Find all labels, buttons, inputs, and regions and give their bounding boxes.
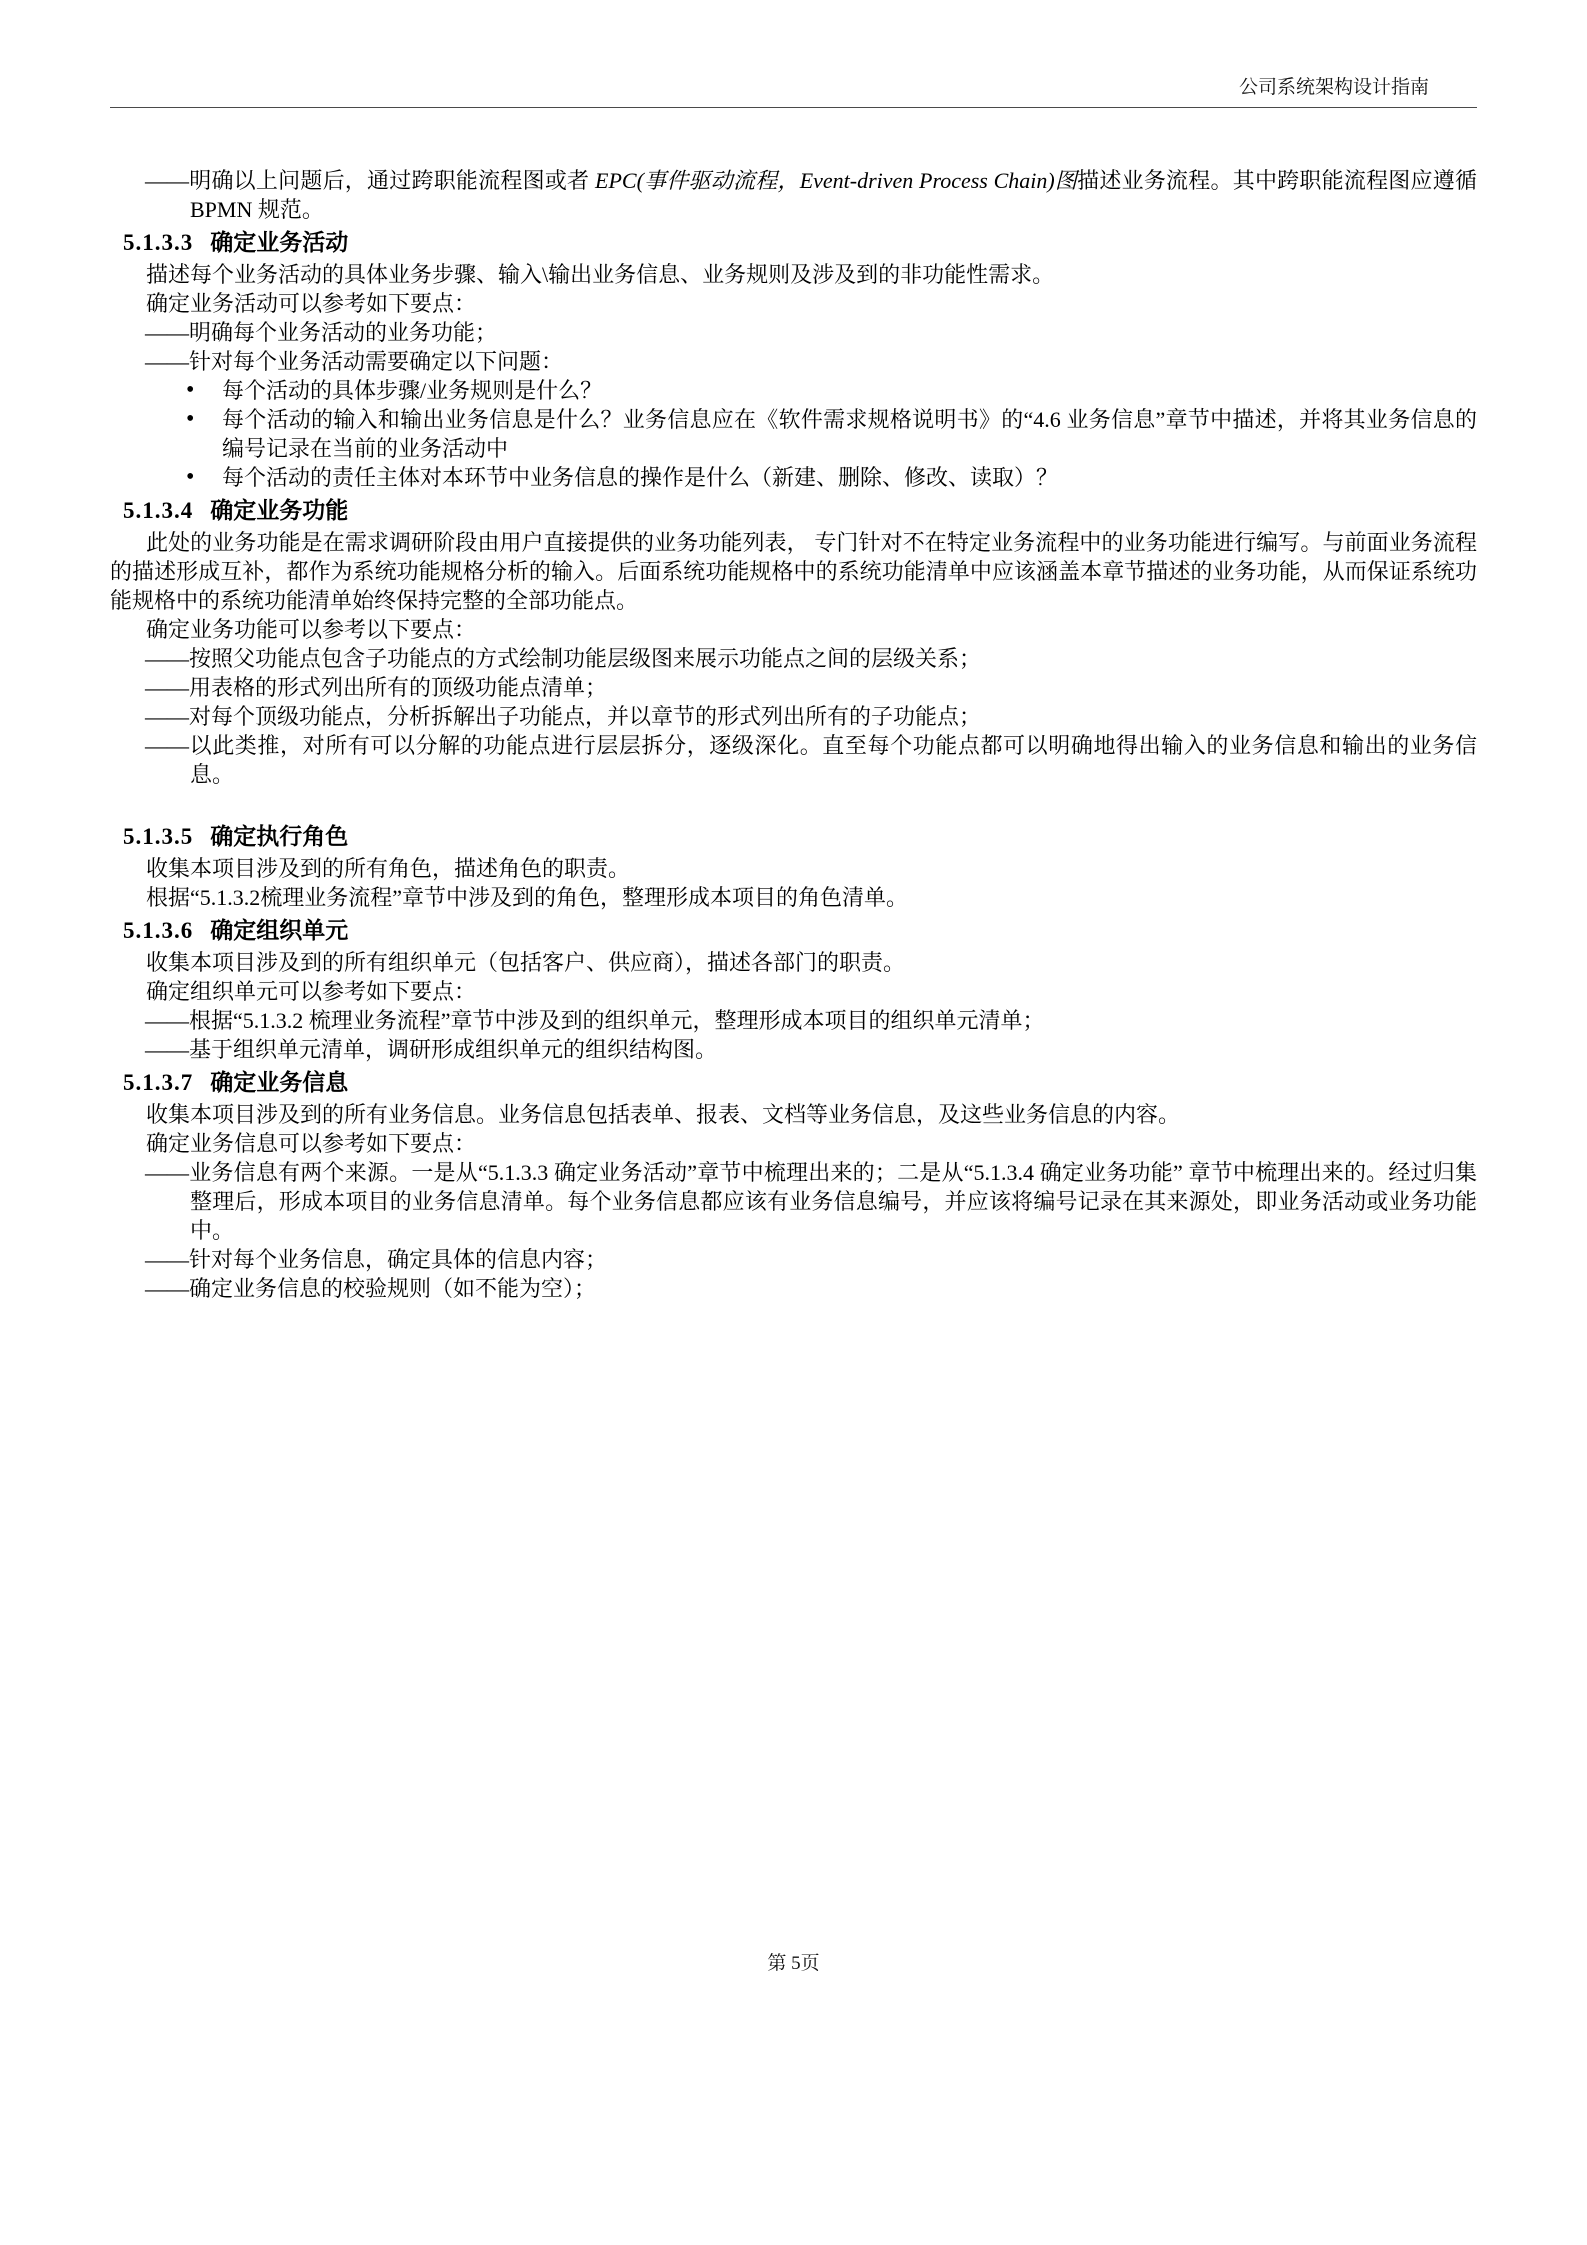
paragraph: 确定业务信息可以参考如下要点： (146, 1131, 477, 1156)
dash-item: ——基于组织单元清单，调研形成组织单元的组织结构图。 (145, 1037, 718, 1062)
page-footer (0, 1948, 1587, 1975)
section-title: 确定组织单元 (210, 917, 349, 943)
text-run: 描述业务流程。其中跨职能流程图应遵循 BPMN 规范。 (190, 168, 1477, 222)
paragraph: 确定业务活动可以参考如下要点： (146, 291, 477, 316)
section-number: 5.1.3.3 (123, 230, 194, 255)
paragraph: 收集本项目涉及到的所有角色，描述角色的职责。 (146, 856, 631, 881)
dash-item: ——以此类推，对所有可以分解的功能点进行层层拆分，逐级深化。直至每个功能点都可以明确地得出输入的业务信息和输出的业务信息。 (145, 733, 1477, 787)
dash-item: ——针对每个业务活动需要确定以下问题： (145, 349, 564, 374)
dash-item: ——对每个顶级功能点，分析拆解出子功能点，并以章节的形式列出所有的子功能点； (145, 704, 982, 729)
blank-line (110, 789, 1477, 818)
italic-text: EPC(事件驱动流程，Event-driven Process Chain)图 (595, 168, 1078, 193)
section-heading (123, 227, 1477, 258)
paragraph: 收集本项目涉及到的所有组织单元（包括客户、供应商），描述各部门的职责。 (146, 950, 906, 975)
header-title: 公司系统架构设计指南 (1238, 77, 1429, 98)
section-heading (123, 495, 1477, 526)
paragraph: 描述每个业务活动的具体业务步骤、输入\输出业务信息、业务规则及涉及到的非功能性需求。 (146, 262, 1055, 287)
section-heading (123, 821, 1477, 852)
section-title: 确定业务活动 (210, 229, 349, 255)
section-title: 确定业务功能 (210, 497, 349, 523)
section-number: 5.1.3.6 (123, 918, 194, 943)
paragraph: 根据“5.1.3.2梳理业务流程”章节中涉及到的角色，整理形成本项目的角色清单。 (146, 885, 909, 910)
section-heading (123, 915, 1477, 946)
bullet-item: • 每个活动的输入和输出业务信息是什么？业务信息应在《软件需求规格说明书》的“4.6 业务信息”章节中描述，并将其业务信息的编号记录在当前的业务活动中 (110, 405, 1477, 463)
dash-item: ——按照父功能点包含子功能点的方式绘制功能层级图来展示功能点之间的层级关系； (145, 646, 982, 671)
dash-item: ——针对每个业务信息，确定具体的信息内容； (145, 1247, 608, 1272)
page-header (110, 76, 1477, 108)
document-content (110, 166, 1477, 1303)
paragraph (110, 166, 1477, 224)
paragraph: 确定业务功能可以参考以下要点： (146, 617, 477, 642)
page-number: 第 5页 (767, 1953, 820, 1974)
section-title: 确定执行角色 (210, 823, 349, 849)
paragraph: 确定组织单元可以参考如下要点： (146, 979, 477, 1004)
dash-item: ——业务信息有两个来源。一是从“5.1.3.3 确定业务活动”章节中梳理出来的；二是从“5.1.3.4 确定业务功能” 章节中梳理出来的。经过归集整理后，形成本项目的业务信息清单。每个业务信息都应该有业务信息编号，并应该将编号记录在其来源处，即业务活动或业务功能中。 (145, 1160, 1477, 1243)
dash-item: ——明确每个业务活动的业务功能； (145, 320, 498, 345)
bullet-item: • 每个活动的具体步骤/业务规则是什么？ (110, 376, 1477, 405)
dash-item: ——用表格的形式列出所有的顶级功能点清单； (145, 675, 608, 700)
section-heading (123, 1067, 1477, 1098)
dash-item: ——确定业务信息的校验规则（如不能为空）； (145, 1276, 597, 1301)
dash-item: ——根据“5.1.3.2 梳理业务流程”章节中涉及到的组织单元，整理形成本项目的组织单元清单； (145, 1008, 1045, 1033)
paragraph: 此处的业务功能是在需求调研阶段由用户直接提供的业务功能列表， 专门针对不在特定业务流程中的业务功能进行编写。与前面业务流程的描述形成互补，都作为系统功能规格分析的输入。后面系统功能规格中的系统功能清单中应该涵盖本章节描述的业务功能，从而保证系统功能规格中的系统功能清单始终保持完整的全部功能点。 (110, 530, 1477, 613)
section-number: 5.1.3.5 (123, 824, 194, 849)
text-run: ——明确以上问题后，通过跨职能流程图或者 (145, 168, 596, 193)
section-number: 5.1.3.4 (123, 498, 194, 523)
section-title: 确定业务信息 (210, 1069, 349, 1095)
paragraph: 收集本项目涉及到的所有业务信息。业务信息包括表单、报表、文档等业务信息，及这些业务信息的内容。 (146, 1102, 1181, 1127)
bullet-item: • 每个活动的责任主体对本环节中业务信息的操作是什么（新建、删除、修改、读取）？ (110, 463, 1477, 492)
section-number: 5.1.3.7 (123, 1070, 194, 1095)
